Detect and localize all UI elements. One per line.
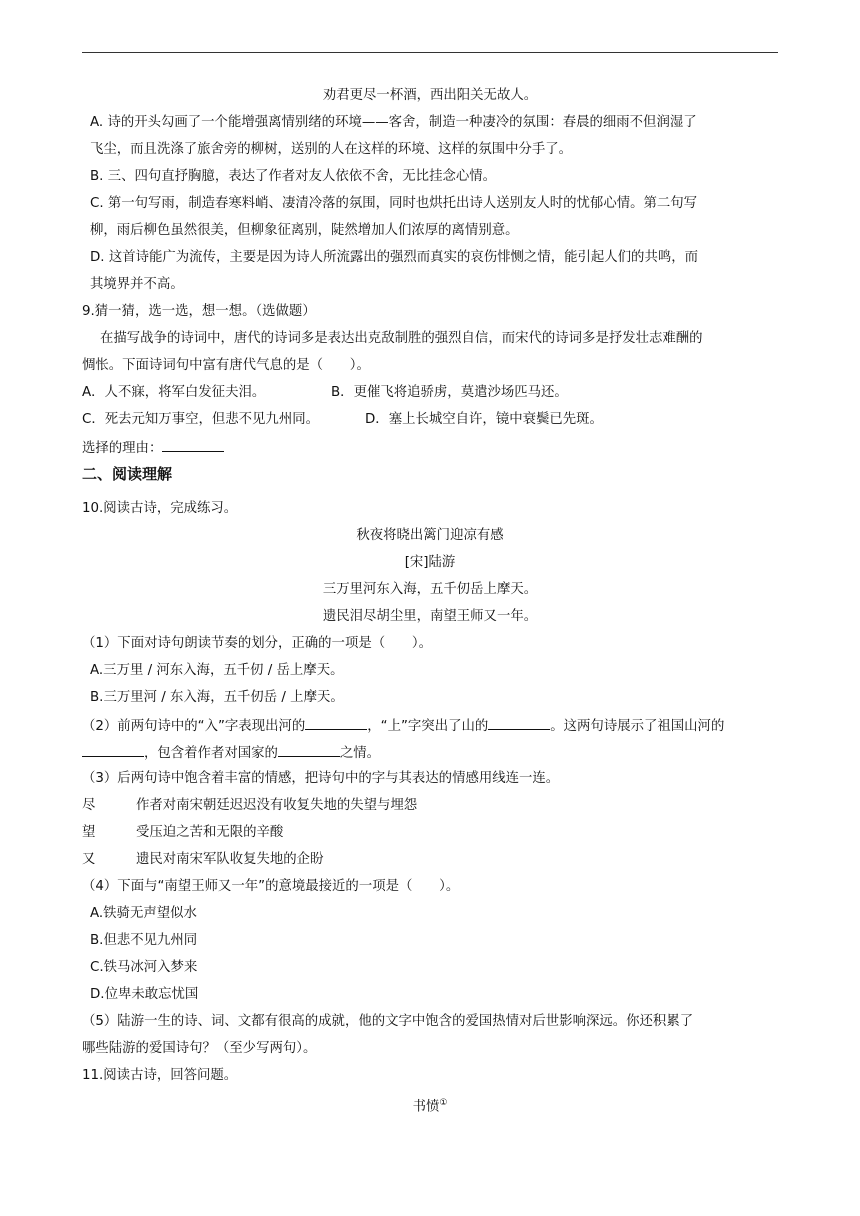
fill-blank[interactable]: [82, 743, 144, 757]
sub-question-2-text: ，“上”字突出了山的: [367, 719, 489, 734]
sub-question-1-option-b: B.三万里河 / 东入海，五千仞岳 / 上摩天。: [90, 690, 344, 705]
reason-label: 选择的理由：: [82, 441, 163, 456]
fill-blank[interactable]: [278, 743, 340, 757]
footnote-marker: ①: [439, 1098, 448, 1108]
fill-blank[interactable]: [305, 716, 367, 730]
sub-question-4-option-c: C.铁马冰河入梦来: [90, 960, 198, 975]
poem-line-1: 三万里河东入海，五千仞岳上摩天。: [322, 582, 538, 597]
match-feeling: 受压迫之苦和无限的辛酸: [136, 825, 284, 840]
question-10-title: 10.阅读古诗，完成练习。: [82, 501, 238, 516]
match-word: 望: [82, 825, 96, 840]
sub-question-4-option-b: B.但悲不见九州同: [90, 933, 198, 948]
option-d-text-cont: 其境界并不高。: [90, 277, 184, 292]
sub-question-2-cont: [82, 743, 380, 763]
question-9-title: 9.猜一猜，选一选，想一想。（选做题）: [82, 304, 316, 319]
option-b-text: B. 三、四句直抒胸臆，表达了作者对友人依依不舍，无比挂念心情。: [90, 169, 497, 184]
sub-question-4-option-a: A.铁骑无声望似水: [90, 906, 197, 921]
question-11-title: 11.阅读古诗，回答问题。: [82, 1068, 238, 1083]
question-9-body-cont: 惆怅。下面诗词句中富有唐代气息的是（ ）。: [82, 358, 370, 373]
fill-blank[interactable]: [488, 716, 550, 730]
reason-blank[interactable]: [162, 438, 224, 452]
sub-question-2-text: 。这两句诗展示了祖国山河的: [550, 719, 725, 734]
option-d-text: D. 这首诗能广为流传，主要是因为诗人所流露出的强烈而真实的哀伤悱恻之情，能引起人们的共鸣，而: [90, 250, 699, 265]
poem-title-2: [82, 1094, 778, 1116]
sub-question-5: （5）陆游一生的诗、词、文都有很高的成就，他的文字中饱含的爱国热情对后世影响深远。你还积累了: [82, 1014, 694, 1029]
question-9-body: 在描写战争的诗词中，唐代的诗词多是表达出克敌制胜的强烈自信，而宋代的诗词多是抒发壮志难酬的: [100, 331, 703, 346]
option-a-text-cont: 飞尘，而且洗涤了旅舍旁的柳树，送别的人在这样的环境、这样的氛围中分手了。: [90, 142, 573, 157]
sub-question-2-text: （2）前两句诗中的“入”字表现出河的: [82, 719, 306, 734]
question-9-option-d: D．塞上长城空自许，镜中衰鬓已先斑。: [365, 412, 603, 427]
sub-question-2: [82, 716, 724, 736]
match-word: 又: [82, 852, 96, 867]
poem-author: [宋]陆游: [404, 555, 456, 570]
section-heading: 二、阅读理解: [82, 465, 173, 483]
match-feeling: 遗民对南宋军队收复失地的企盼: [136, 852, 324, 867]
sub-question-3: （3）后两句诗中饱含着丰富的情感，把诗句中的字与其表达的情感用线连一连。: [82, 771, 560, 786]
sub-question-1: （1）下面对诗句朗读节奏的划分，正确的一项是（ ）。: [82, 636, 432, 651]
poem-title: 秋夜将晓出篱门迎凉有感: [356, 528, 504, 543]
match-feeling: 作者对南宋朝廷迟迟没有收复失地的失望与埋怨: [136, 798, 418, 813]
option-c-text: C. 第一句写雨，制造春寒料峭、凄清冷落的氛围，同时也烘托出诗人送别友人时的忧郁心情。第二句写: [90, 196, 698, 211]
sub-question-4: （4）下面与“南望王师又一年”的意境最接近的一项是（ ）。: [82, 879, 460, 894]
poem-line: 劝君更尽一杯酒，西出阳关无故人。: [322, 88, 538, 103]
sub-question-4-option-d: D.位卑未敢忘忧国: [90, 987, 199, 1002]
sub-question-1-option-a: A.三万里 / 河东入海，五千仞 / 岳上摩天。: [90, 663, 344, 678]
reason-line: [82, 438, 224, 458]
match-word: 尽: [82, 798, 96, 813]
question-9-option-a: A．人不寐，将军白发征夫泪。: [82, 385, 266, 400]
option-c-text-cont: 柳，雨后柳色虽然很美，但柳象征离别，陡然增加人们浓厚的离情别意。: [90, 223, 519, 238]
option-a-text: A. 诗的开头勾画了一个能增强离情别绪的环境——客舍，制造一种凄冷的氛围：春晨的细雨不但润湿了: [90, 115, 697, 130]
header-rule: [82, 52, 778, 53]
sub-question-2-text: ，包含着作者对国家的: [144, 746, 278, 761]
poem-title-2-text: 书愤: [412, 1099, 440, 1115]
question-9-option-c: C．死去元知万事空，但悲不见九州同。: [82, 412, 319, 427]
question-9-option-b: B．更催飞将追骄虏，莫遣沙场匹马还。: [331, 385, 568, 400]
sub-question-5-cont: 哪些陆游的爱国诗句？（至少写两句）。: [82, 1041, 317, 1056]
poem-line-2: 遗民泪尽胡尘里，南望王师又一年。: [322, 609, 538, 624]
sub-question-2-text: 之情。: [339, 746, 381, 761]
